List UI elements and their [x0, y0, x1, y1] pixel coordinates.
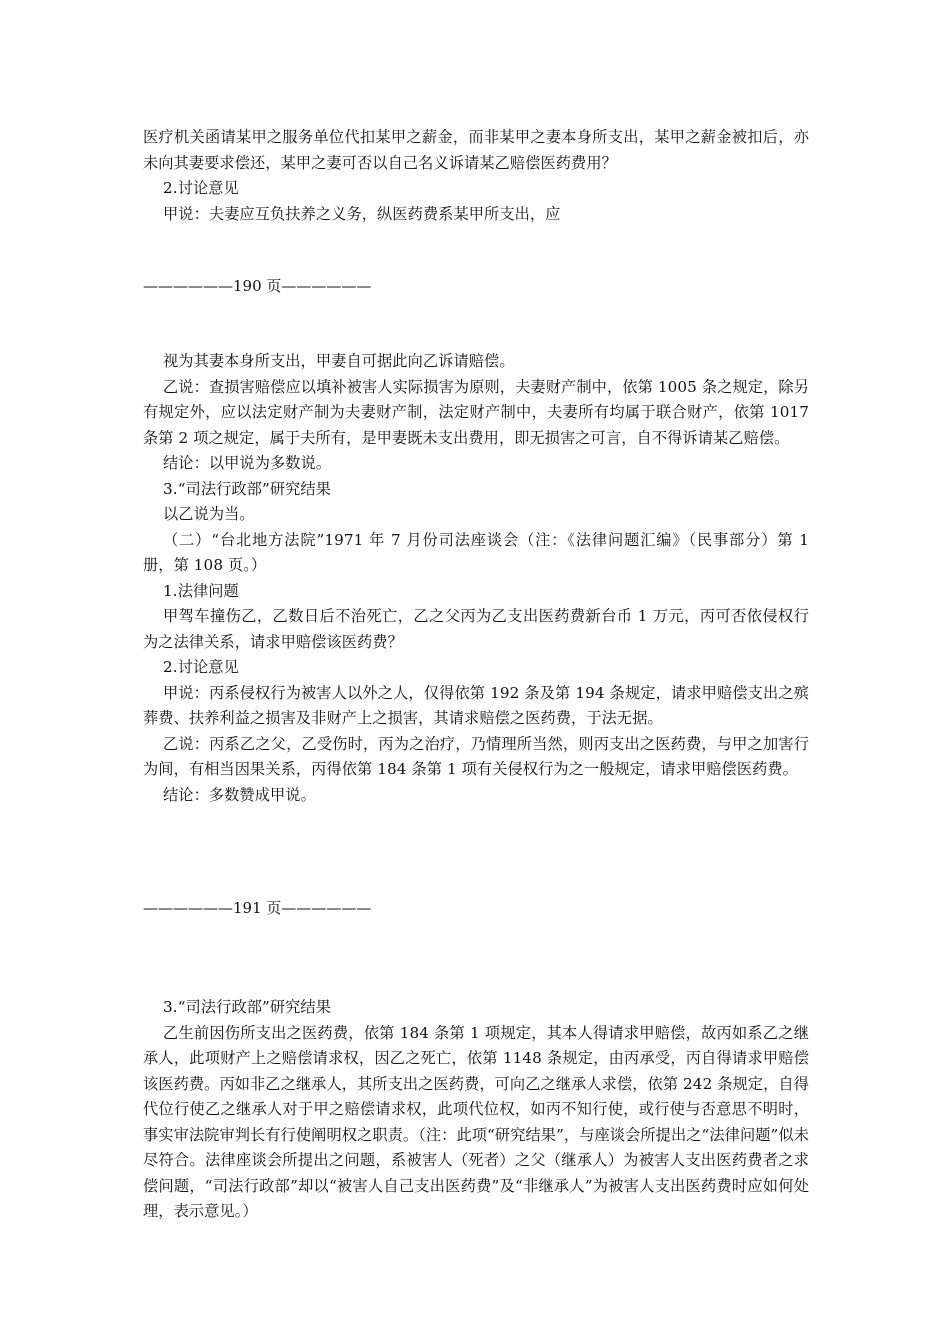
page-separator-191: ——————191 页—————— — [143, 899, 372, 917]
paragraph: 结论：多数赞成甲说。 — [163, 785, 316, 804]
paragraph: 1.法律问题 — [163, 581, 239, 600]
paragraph: 结论：以甲说为多数说。 — [163, 454, 332, 472]
paragraph: 2.讨论意见 — [163, 658, 239, 676]
paragraph: 视为其妻本身所支出，甲妻自可据此向乙诉请赔偿。 — [163, 352, 515, 370]
paragraph: 医疗机关函请某甲之服务单位代扣某甲之薪金，而非某甲之妻本身所支出，某甲之薪金被扣后，亦未向其妻要求偿还，某甲之妻可否以自己名义诉请某乙赔偿医药费用？ — [143, 128, 809, 172]
paragraph: 甲说：夫妻应互负扶养之义务，纵医药费系某甲所支出，应 — [163, 204, 561, 223]
text-block-2 — [143, 349, 809, 808]
paragraph: 以乙说为当。 — [163, 505, 255, 523]
paragraph: 乙生前因伤所支出之医药费，依第 184 条第 1 项规定，其本人得请求甲赔偿，故丙如系乙之继承人，此项财产上之赔偿请求权，因乙之死亡，依第 1148 条规定，由丙承受，丙自得请求甲赔偿该医药费。丙如非乙之继承人，其所支出之医药费，可向乙之继承人求偿，依第 242 条规定，自得代位行使乙之继承人对于甲之赔偿请求权，此项代位权，如丙不知行使，或行使与否意思不明时，事实审法院审判长有行使阐明权之职责。（注：此项“研究结果”，与座谈会所提出之“法律问题”似未尽符合。法律座谈会所提出之问题，系被害人（死者）之父（继承人）为被害人支出医药费者之求偿问题，“司法行政部”却以“被害人自己支出医药费”及“非继承人”为被害人支出医药费时应如何处理，表示意见。） — [143, 1023, 809, 1220]
paragraph: （二）“台北地方法院”1971 年 7 月份司法座谈会（注：《法律问题汇编》（民事部分）第 1 册，第 108 页。） — [143, 530, 809, 574]
paragraph: 乙说：查损害赔偿应以填补被害人实际损害为原则，夫妻财产制中，依第 1005 条之规定，除另有规定外，应以法定财产制为夫妻财产制，法定财产制中，夫妻所有均属于联合财产，依第 1017 条第 2 项之规定，属于夫所有，是甲妻既未支出费用，即无损害之可言，自不得诉请某乙赔偿。 — [143, 377, 809, 447]
text-block-1 — [143, 125, 809, 227]
paragraph: 甲说：丙系侵权行为被害人以外之人，仅得依第 192 条及第 194 条规定，请求甲赔偿支出之殡葬费、扶养利益之损害及非财产上之损害，其请求赔偿之医药费，于法无据。 — [143, 683, 809, 727]
paragraph: 2.讨论意见 — [163, 179, 239, 197]
paragraph: 甲驾车撞伤乙，乙数日后不治死亡，乙之父丙为乙支出医药费新台币 1 万元，丙可否依侵权行为之法律关系，请求甲赔偿该医药费？ — [143, 607, 809, 651]
paragraph: 3.“司法行政部”研究结果 — [163, 479, 332, 498]
paragraph: 乙说：丙系乙之父，乙受伤时，丙为之治疗，乃情理所当然，则丙支出之医药费，与甲之加害行为间，有相当因果关系，丙得依第 184 条第 1 项有关侵权行为之一般规定，请求甲赔偿医药费。 — [143, 734, 809, 778]
paragraph: 3.“司法行政部”研究结果 — [163, 998, 332, 1016]
page-separator-190: ——————190 页—————— — [143, 277, 372, 295]
text-block-3 — [143, 995, 809, 1225]
